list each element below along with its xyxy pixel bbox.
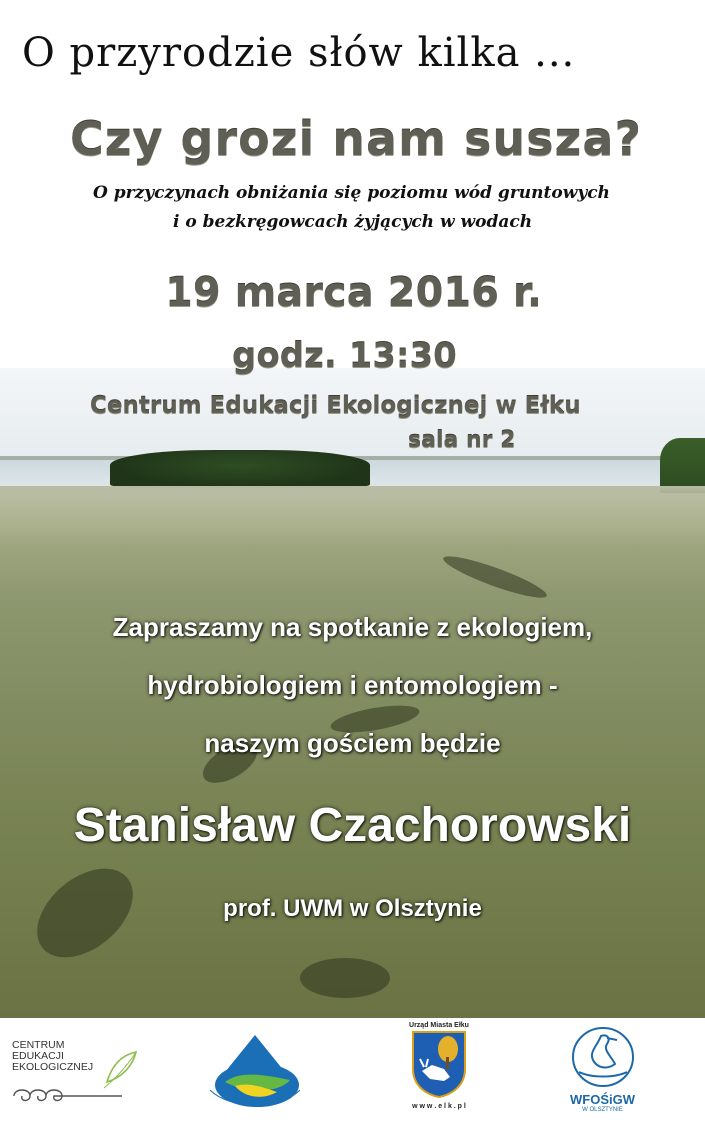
photo-mudflat [0, 486, 705, 546]
elk-url: w w w . e l k . p l [412, 1103, 466, 1110]
headline: Czy grozi nam susza? [70, 112, 643, 166]
guest-title: prof. UWM w Olsztynie [223, 895, 482, 922]
cee-logo-line-3: EKOLOGICZNEJ [12, 1061, 94, 1073]
guest-name: Stanisław Czachorowski [73, 799, 632, 852]
leaf-icon [12, 1040, 142, 1090]
sponsor-logos [0, 1018, 705, 1122]
subtitle-line-2: i o bezkręgowcach żyjących w wodach [173, 212, 533, 232]
elk-caption: Urząd Miasta Ełku [409, 1022, 469, 1029]
elk-city-logo [403, 1022, 475, 1120]
event-date: 19 marca 2016 r. [165, 270, 543, 316]
invitation-line-2: hydrobiologiem i entomologiem - [147, 670, 558, 700]
cee-logo-line-1: CENTRUM [12, 1039, 65, 1051]
photo-reeds-right [660, 438, 705, 493]
series-title: O przyrodzie słów kilka ... [22, 30, 576, 76]
wfosigw-subtitle: W OLSZTYNIE [582, 1107, 623, 1113]
subtitle-line-1: O przyczynach obniżania się poziomu wód gruntowych [93, 183, 610, 203]
ese-logo [205, 1030, 305, 1115]
photo-footprint [300, 958, 390, 998]
photo-reeds [110, 450, 370, 488]
ese-emblem-icon [205, 1030, 305, 1115]
cee-logo [12, 1040, 142, 1120]
cee-swirl-icon [12, 1084, 142, 1104]
invitation-line-1: Zapraszamy na spotkanie z ekologiem, [112, 612, 593, 642]
event-venue: Centrum Edukacji Ekologicznej w Ełku [90, 393, 581, 419]
cee-logo-line-2: EDUKACJI [12, 1050, 64, 1062]
heron-icon [571, 1026, 635, 1088]
wfosigw-name: WFOŚiGW [570, 1092, 635, 1107]
elk-coat-of-arms-icon [410, 1029, 468, 1099]
event-time: godz. 13:30 [232, 336, 457, 376]
wfosigw-logo [565, 1026, 640, 1122]
event-room: sala nr 2 [408, 428, 516, 453]
photo-footprint [440, 550, 550, 605]
invitation-line-3: naszym gościem będzie [204, 728, 501, 758]
